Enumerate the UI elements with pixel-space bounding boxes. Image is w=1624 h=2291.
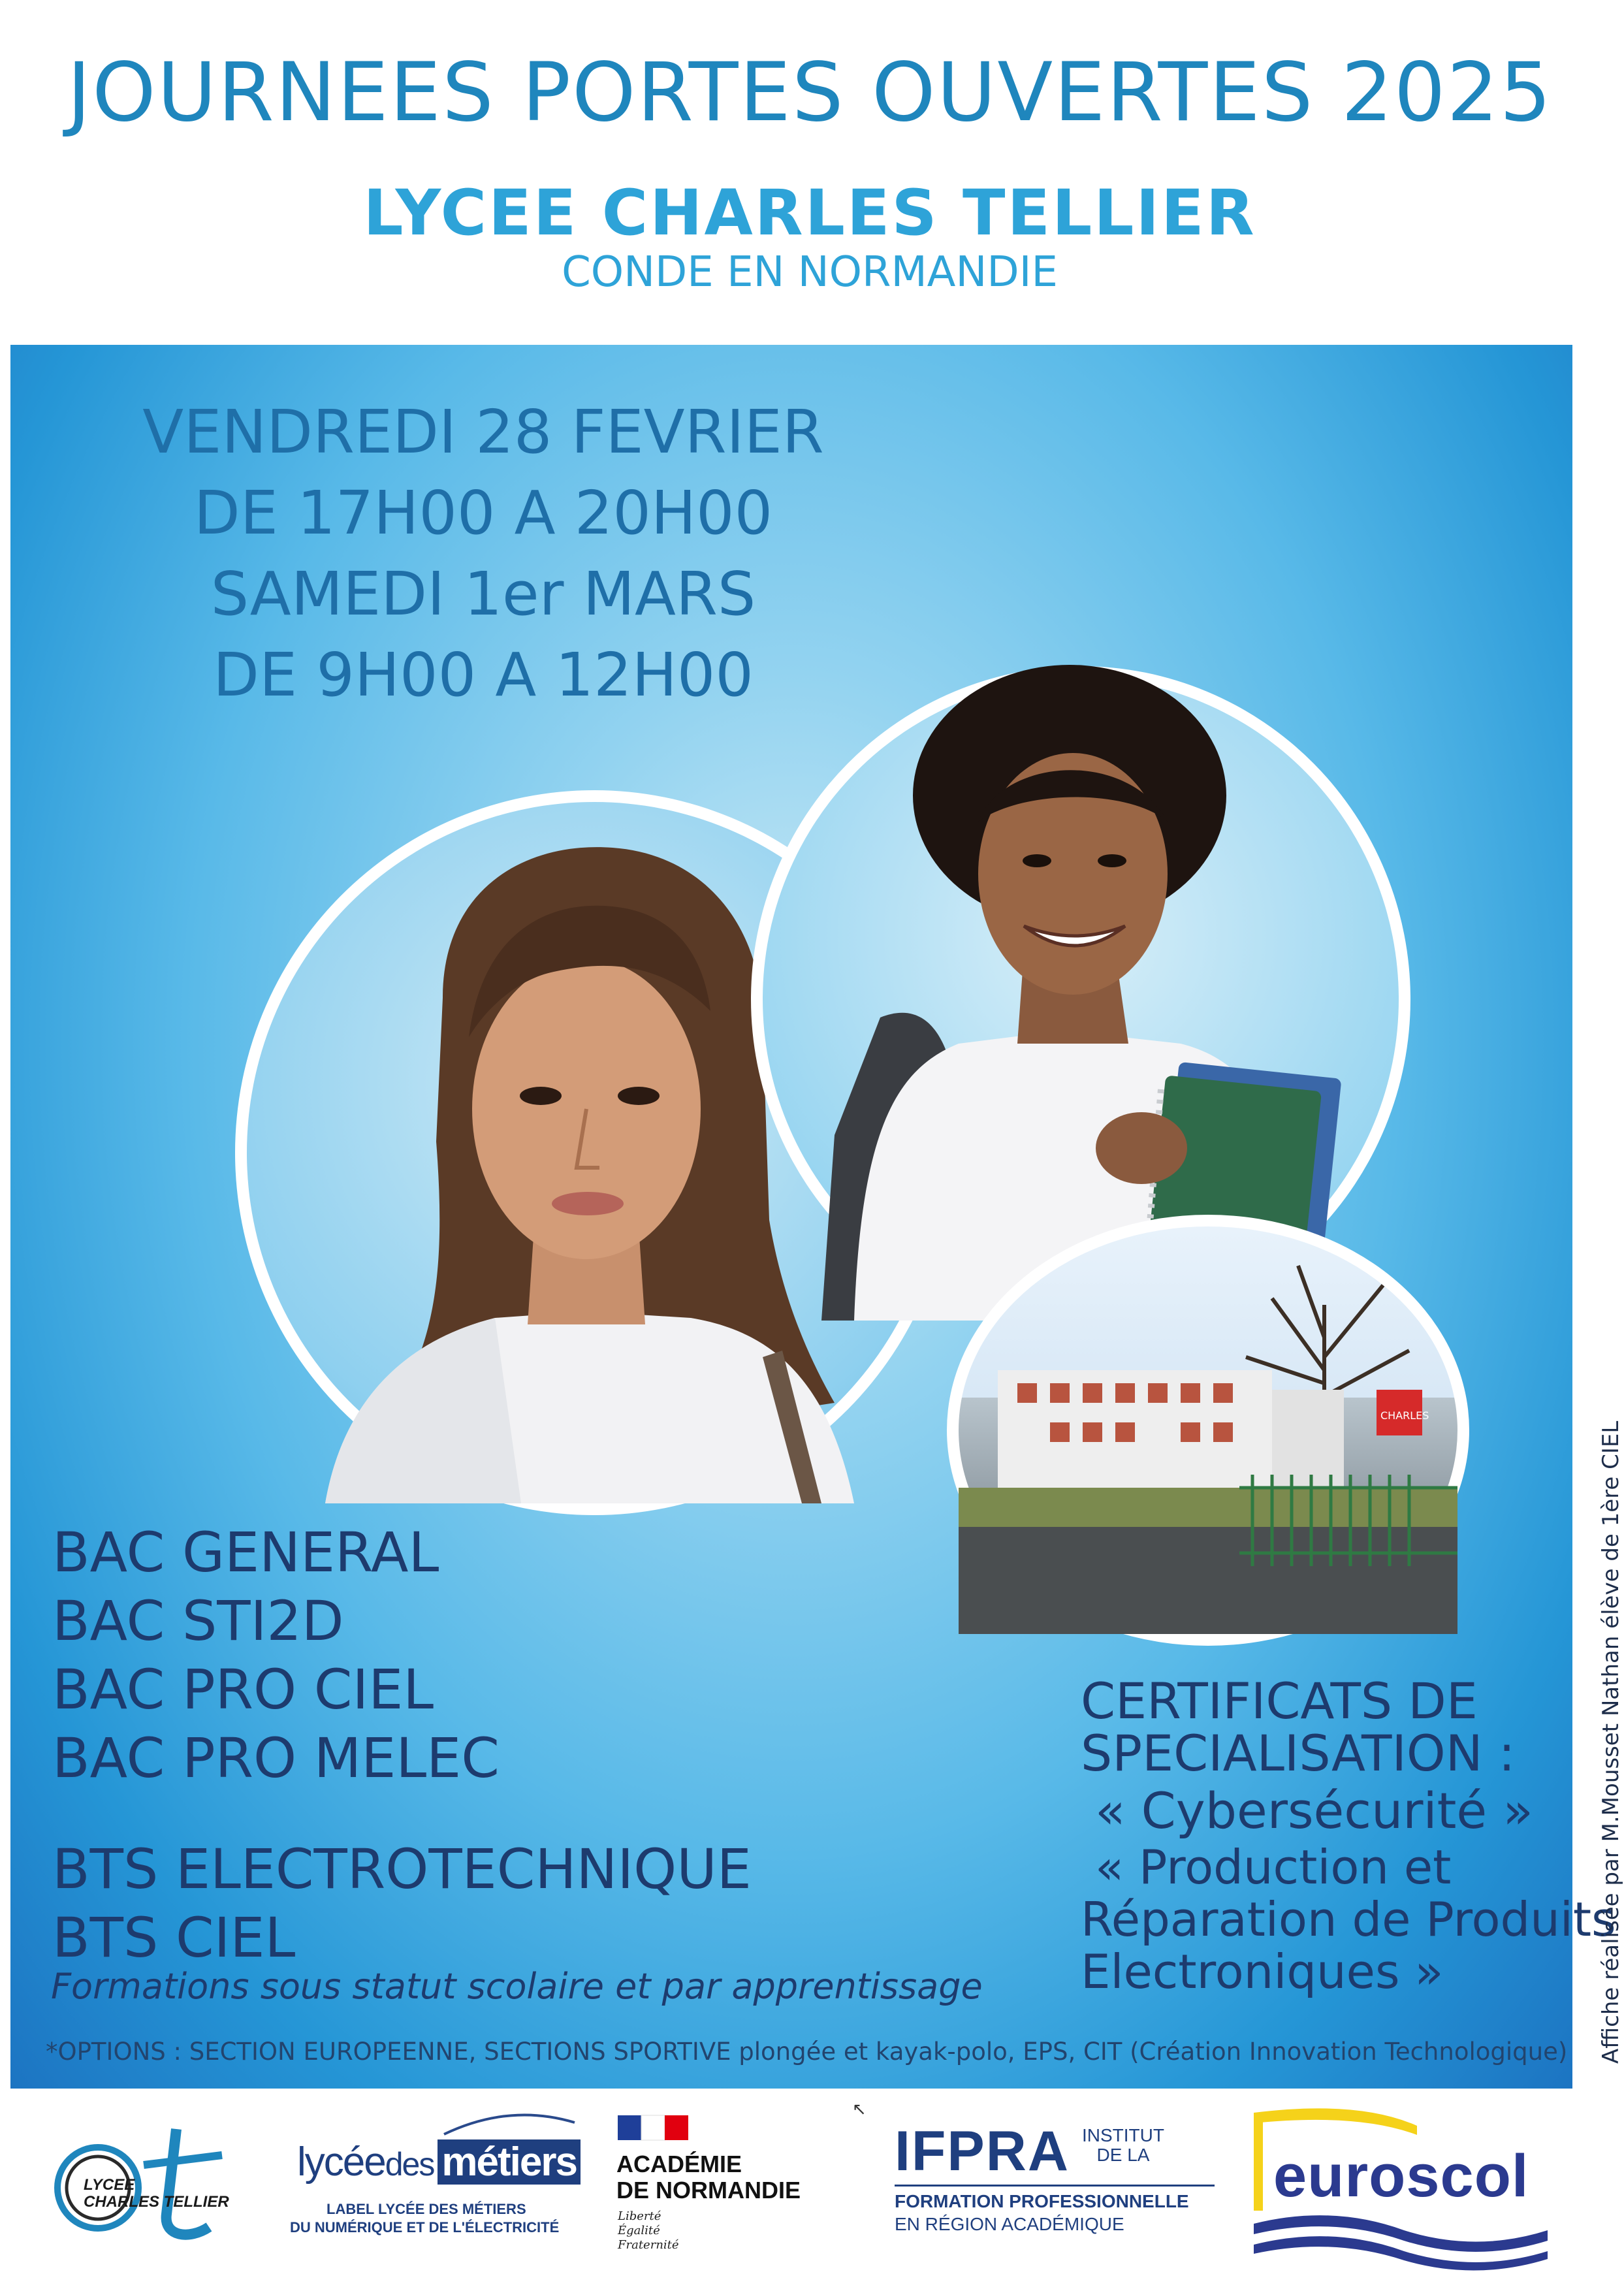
devise-fraternite: Fraternité	[618, 2238, 679, 2252]
bac-formations-list	[52, 1518, 500, 1793]
hours-friday: DE 17H00 A 20H00	[193, 478, 773, 548]
academie-line2: DE NORMANDIE	[616, 2177, 801, 2203]
formation-bts-ciel: BTS CIEL	[52, 1906, 296, 1970]
ifpra-line1: FORMATION PROFESSIONNELLE	[895, 2191, 1189, 2211]
school-building-photo-circle	[947, 1215, 1469, 1646]
republique-devise	[618, 2209, 679, 2252]
certificat-production-line1: « Production et	[1095, 1840, 1452, 1895]
tellier-logo-line1: LYCEE	[84, 2176, 135, 2194]
poster-title: JOURNEES PORTES OUVERTES 2025	[67, 46, 1553, 140]
ifpra-divider	[895, 2185, 1215, 2187]
devise-egalite: Égalité	[618, 2224, 660, 2237]
devise-liberte: Liberté	[618, 2209, 661, 2223]
certificat-cybersecurite: « Cybersécurité »	[1095, 1782, 1533, 1840]
date-saturday: SAMEDI 1er MARS	[210, 559, 756, 629]
ifpra-side-line1: INSTITUT	[1082, 2125, 1164, 2145]
formations-statut: Formations sous statut scolaire et par apprentissage	[51, 1966, 983, 2007]
building-sign-text: CHARLES	[1380, 1409, 1429, 1422]
formation-bac-pro-ciel: BAC PRO CIEL	[52, 1658, 434, 1722]
ifpra-side-text	[1077, 2126, 1169, 2165]
date-friday: VENDREDI 28 FEVRIER	[142, 397, 824, 467]
certificats-title-line2: SPECIALISATION :	[1081, 1724, 1516, 1782]
academie-line1: ACADÉMIE	[616, 2151, 742, 2177]
open-days-schedule	[85, 392, 882, 716]
tellier-logo-line2: CHARLES TELLIER	[84, 2193, 229, 2211]
poster-credit-text: Affiche réalisée par M.Mousset Nathan élève de 1ère CIEL	[1598, 1420, 1624, 2064]
boy-illustration	[763, 678, 1399, 1321]
logo-ifpra	[895, 2119, 1234, 2250]
bts-formations-list	[52, 1835, 752, 1972]
partner-logos-footer	[0, 2090, 1619, 2291]
logo-lycee-des-metiers	[287, 2109, 594, 2260]
metiers-arc-icon	[444, 2109, 575, 2136]
formation-bac-sti2d: BAC STI2D	[52, 1589, 344, 1653]
poster-credit	[1564, 1420, 1624, 2064]
metiers-label-line2: DU NUMÉRIQUE ET DE L'ÉLECTRICITÉ	[290, 2219, 560, 2235]
logo-euroscol	[1241, 2106, 1567, 2269]
options-note: *OPTIONS : SECTION EUROPEENNE, SECTIONS SPORTIVE plongée et kayak-polo, EPS, CIT (Création Innovation Technologique)	[46, 2038, 1568, 2066]
certificat-production-line2: Réparation de Produits	[1081, 1892, 1616, 1947]
school-city: CONDE EN NORMANDIE	[562, 248, 1058, 296]
metiers-label-line1: LABEL LYCÉE DES MÉTIERS	[326, 2201, 526, 2217]
ifpra-side-line2: DE LA	[1096, 2145, 1150, 2165]
metiers-word-des: des	[385, 2146, 434, 2183]
euroscol-word: euroscol	[1273, 2143, 1529, 2209]
metiers-word-lycee: lycée	[297, 2139, 385, 2185]
hours-saturday: DE 9H00 A 12H00	[213, 640, 754, 710]
certificats-title-line1: CERTIFICATS DE	[1081, 1672, 1478, 1730]
school-name: LYCEE CHARLES TELLIER	[363, 176, 1256, 249]
logo-academie-normandie	[614, 2113, 823, 2269]
certificat-production-line3: Electroniques »	[1081, 1944, 1444, 1999]
logo-lycee-charles-tellier	[52, 2116, 261, 2247]
formation-bac-pro-melec: BAC PRO MELEC	[52, 1726, 500, 1790]
metiers-logo-title	[297, 2139, 581, 2185]
ifpra-line2: EN RÉGION ACADÉMIQUE	[895, 2214, 1124, 2234]
mouse-cursor-icon: ↖	[852, 2100, 867, 2119]
ifpra-acronym: IFPRA	[895, 2120, 1070, 2183]
certificats-specialisation	[1081, 1672, 1616, 1999]
formation-bac-general: BAC GENERAL	[52, 1520, 439, 1584]
formation-bts-electrotechnique: BTS ELECTROTECHNIQUE	[52, 1837, 752, 1901]
school-building-illustration	[959, 1226, 1457, 1634]
metiers-word-metiers: métiers	[438, 2139, 581, 2185]
republique-flag-icon	[618, 2113, 690, 2143]
